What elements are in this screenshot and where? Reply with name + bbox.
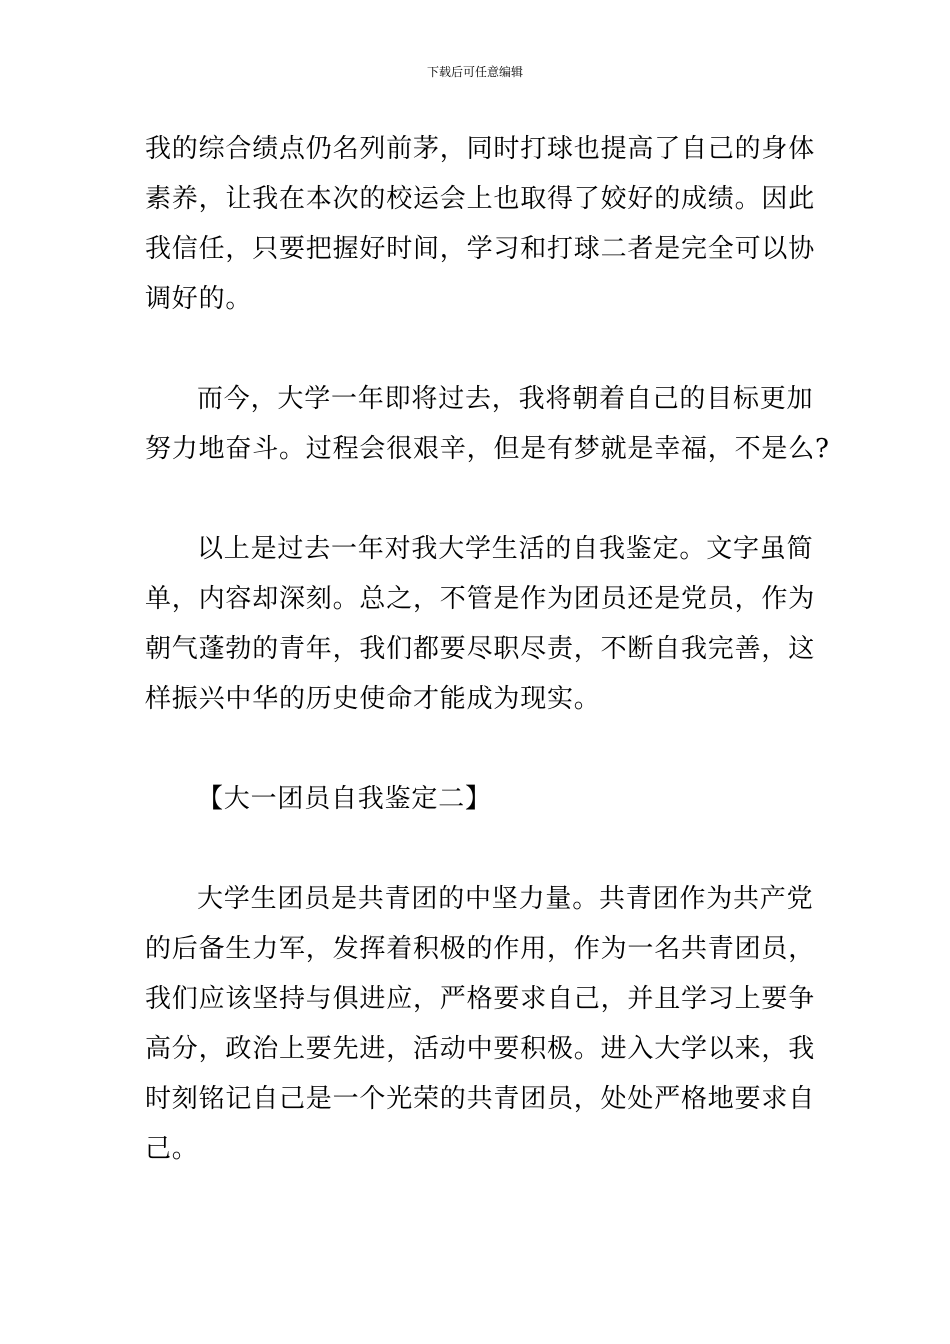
paragraph-line: 朝气蓬勃的青年，我们都要尽职尽责，不断自我完善，这 <box>145 634 816 664</box>
paragraph-line: 我信任，只要把握好时间，学习和打球二者是完全可以协 <box>145 234 816 264</box>
paragraph-5 <box>145 874 816 1174</box>
paragraph-line: 己。 <box>145 1134 199 1164</box>
paragraph-line: 调好的。 <box>145 284 253 314</box>
paragraph-line: 以上是过去一年对我大学生活的自我鉴定。文字虽简 <box>197 534 814 564</box>
paragraph-line: 大学生团员是共青团的中坚力量。共青团作为共产党 <box>197 884 814 914</box>
paragraph-line: 我的综合绩点仍名列前茅，同时打球也提高了自己的身体 <box>145 134 816 164</box>
section-heading-text: 【大一团员自我鉴定二】 <box>197 784 492 814</box>
paragraph-gap <box>145 824 807 874</box>
paragraph-gap <box>145 724 807 774</box>
paragraph-2 <box>145 374 830 474</box>
document-body <box>145 124 830 1174</box>
paragraph-line: 单，内容却深刻。总之，不管是作为团员还是党员，作为 <box>145 584 816 614</box>
paragraph-3 <box>145 524 816 724</box>
section-heading <box>145 774 807 824</box>
paragraph-1 <box>145 124 816 324</box>
paragraph-line: 的后备生力军，发挥着积极的作用，作为一名共青团员， <box>145 934 816 964</box>
paragraph-line: 素养，让我在本次的校运会上也取得了姣好的成绩。因此 <box>145 184 816 214</box>
paragraph-gap <box>145 324 807 374</box>
paragraph-line: 高分，政治上要先进，活动中要积极。进入大学以来，我 <box>145 1034 816 1064</box>
paragraph-line: 时刻铭记自己是一个光荣的共青团员，处处严格地要求自 <box>145 1084 816 1114</box>
paragraph-line: 我们应该坚持与俱进应，严格要求自己，并且学习上要争 <box>145 984 816 1014</box>
paragraph-line: 努力地奋斗。过程会很艰辛，但是有梦就是幸福，不是么? <box>145 434 830 464</box>
paragraph-line: 而今，大学一年即将过去，我将朝着自己的目标更加 <box>197 384 814 414</box>
paragraph-line: 样振兴中华的历史使命才能成为现实。 <box>145 684 601 714</box>
paragraph-gap <box>145 474 807 524</box>
page-header: 下载后可任意编辑 <box>426 65 523 79</box>
